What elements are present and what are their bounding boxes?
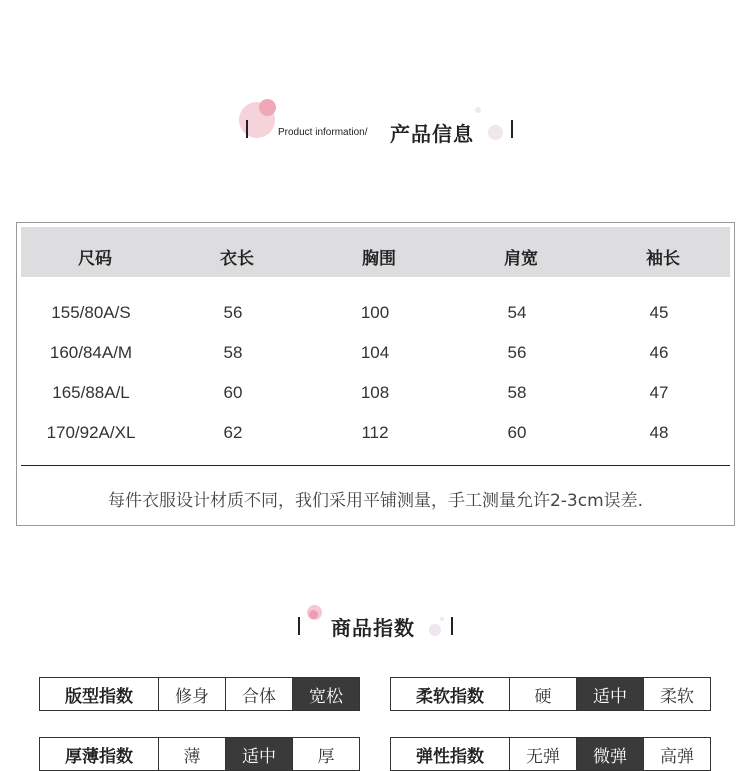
decorative-circle-icon bbox=[309, 610, 318, 619]
index-option: 合体 bbox=[226, 678, 293, 710]
heading-bar-right bbox=[451, 617, 453, 635]
table-cell: 46 bbox=[649, 343, 669, 362]
index-option: 高弹 bbox=[660, 746, 694, 767]
table-cell: 165/88A/L bbox=[52, 383, 130, 402]
table-cell: 56 bbox=[507, 343, 527, 362]
decorative-dot-icon bbox=[429, 624, 441, 636]
index-option-selected: 微弹 bbox=[577, 738, 644, 770]
heading-chinese-text: 商品指数 bbox=[331, 616, 415, 640]
table-cell: 45 bbox=[649, 303, 669, 322]
fit-index bbox=[39, 677, 360, 711]
header-length: 衣长 bbox=[220, 249, 254, 269]
table-cell: 47 bbox=[649, 383, 669, 402]
index-option-selected: 适中 bbox=[226, 738, 293, 770]
thickness-index bbox=[39, 737, 360, 771]
table-cell: 62 bbox=[223, 423, 243, 442]
header-sleeve: 袖长 bbox=[646, 249, 680, 269]
table-divider bbox=[21, 465, 730, 466]
heading-bar-left bbox=[246, 120, 248, 138]
table-cell: 56 bbox=[223, 303, 243, 322]
table-cell: 112 bbox=[361, 423, 389, 442]
table-cell: 160/84A/M bbox=[49, 343, 133, 362]
index-option: 薄 bbox=[159, 738, 226, 770]
table-cell: 48 bbox=[649, 423, 669, 442]
table-cell: 155/80A/S bbox=[51, 303, 131, 322]
softness-index bbox=[390, 677, 711, 711]
index-option-selected: 适中 bbox=[577, 678, 644, 710]
heading-chinese-text: 产品信息 bbox=[390, 122, 474, 146]
size-table-header bbox=[21, 227, 730, 277]
index-label: 弹性指数 bbox=[391, 738, 510, 770]
table-cell: 100 bbox=[360, 303, 390, 322]
index-label: 厚薄指数 bbox=[40, 738, 159, 770]
index-option-selected: 宽松 bbox=[293, 678, 359, 710]
index-option: 修身 bbox=[159, 678, 226, 710]
table-cell: 104 bbox=[360, 343, 390, 362]
header-size: 尺码 bbox=[78, 249, 112, 269]
table-cell: 54 bbox=[507, 303, 527, 322]
table-cell: 58 bbox=[223, 343, 243, 362]
index-label: 版型指数 bbox=[40, 678, 159, 710]
index-label: 柔软指数 bbox=[391, 678, 510, 710]
table-cell: 58 bbox=[507, 383, 527, 402]
table-cell: 60 bbox=[223, 383, 243, 402]
index-option: 厚 bbox=[317, 746, 335, 767]
table-cell: 60 bbox=[507, 423, 527, 442]
heading-bar-right bbox=[511, 120, 513, 138]
elasticity-index bbox=[390, 737, 711, 771]
table-cell: 108 bbox=[360, 383, 390, 402]
decorative-dot-icon bbox=[488, 125, 503, 140]
header-chest: 胸围 bbox=[362, 249, 396, 269]
size-table bbox=[16, 222, 735, 526]
measurement-note: 每件衣服设计材质不同，我们采用平铺测量，手工测量允许2-3cm误差. bbox=[107, 491, 644, 511]
heading-english-text: Product information/ bbox=[278, 127, 368, 138]
header-shoulder: 肩宽 bbox=[504, 249, 538, 269]
decorative-circle-icon bbox=[259, 99, 276, 116]
index-option: 无弹 bbox=[510, 738, 577, 770]
heading-bar-left bbox=[298, 617, 300, 635]
table-cell: 170/92A/XL bbox=[46, 423, 136, 442]
index-option: 硬 bbox=[510, 678, 577, 710]
product-info-heading bbox=[0, 96, 750, 146]
index-option: 柔软 bbox=[660, 686, 694, 707]
decorative-dot-icon bbox=[475, 107, 481, 113]
decorative-dot-icon bbox=[440, 617, 444, 621]
